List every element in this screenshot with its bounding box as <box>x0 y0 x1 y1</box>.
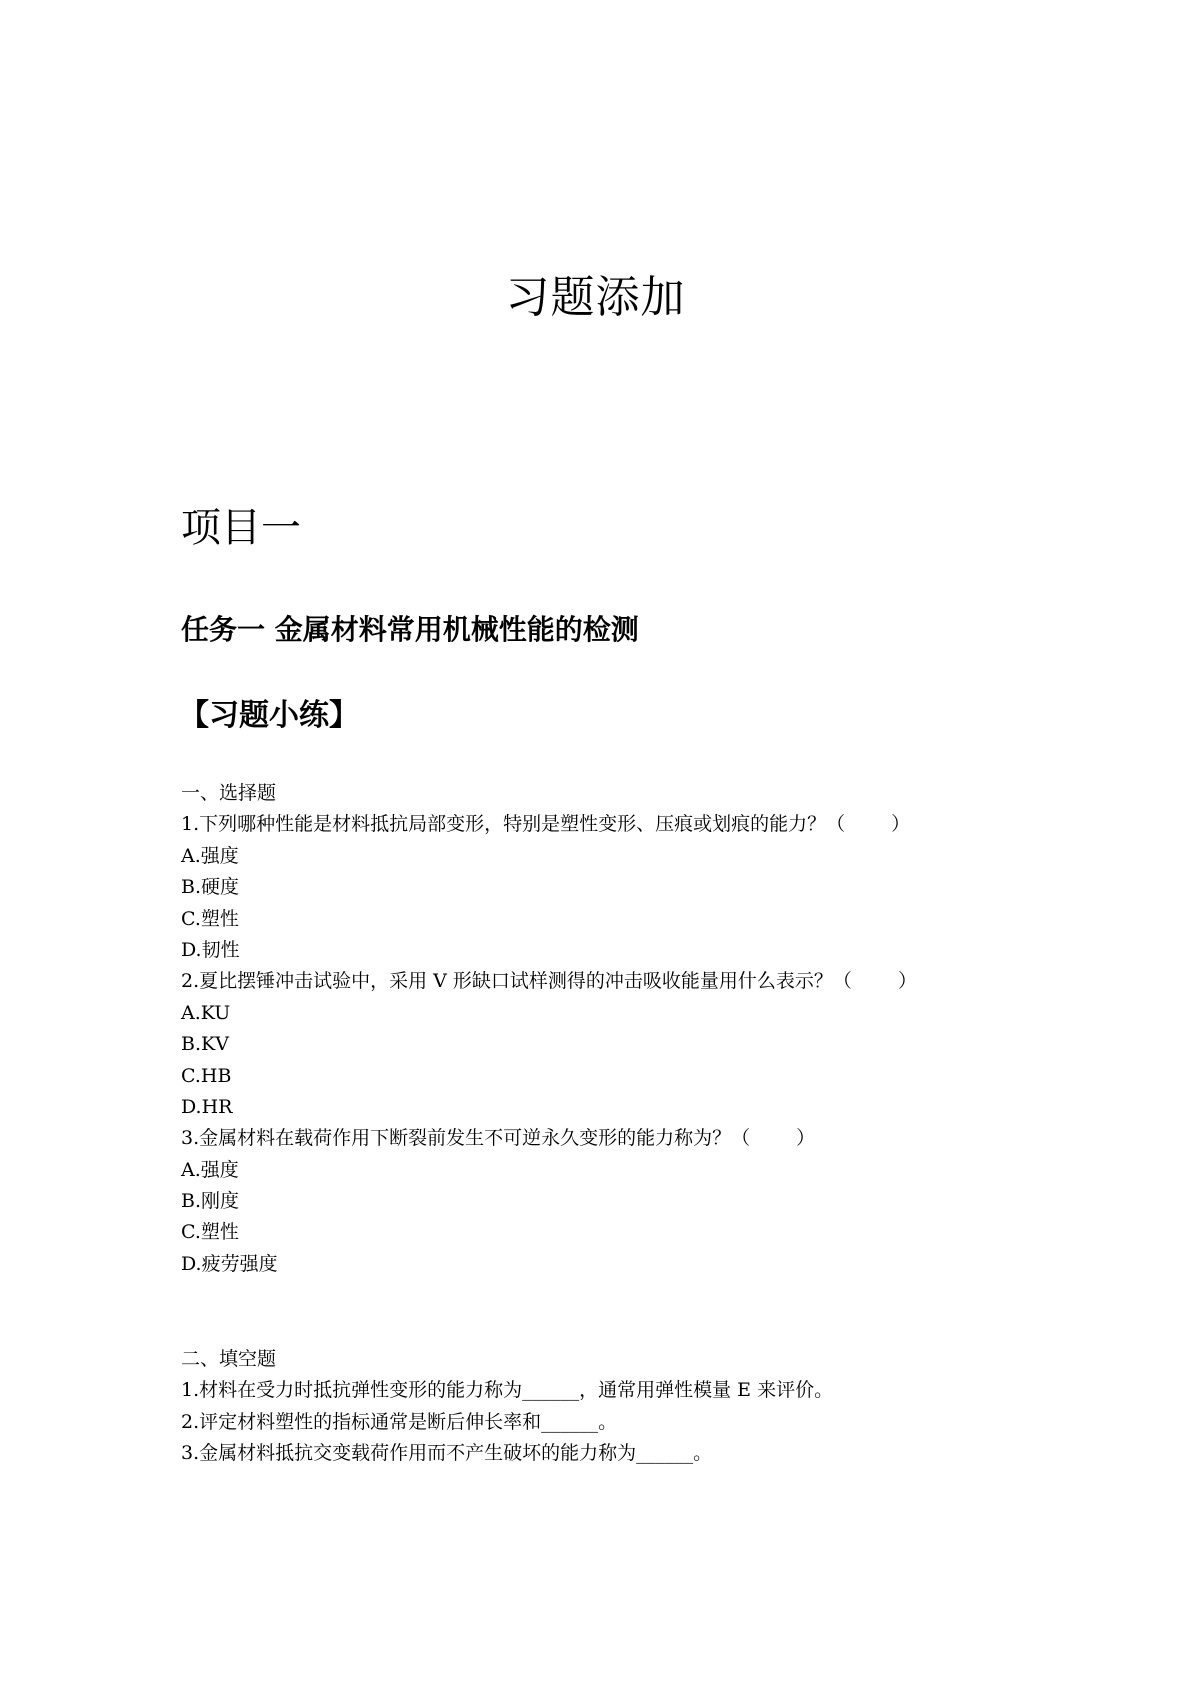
answer-option: B.刚度 <box>181 1190 240 1213</box>
section-heading: 一、选择题 <box>181 782 277 804</box>
answer-option: D.HR <box>181 1095 233 1118</box>
answer-option: C.塑性 <box>181 1221 239 1244</box>
answer-option: A.KU <box>181 1001 231 1024</box>
page-title: 习题添加 <box>505 272 686 323</box>
answer-option: D.韧性 <box>181 938 240 961</box>
question-stem: 3.金属材料在载荷作用下断裂前发生不可逆永久变形的能力称为？（ ） <box>181 1127 816 1150</box>
answer-option: A.强度 <box>181 1158 239 1181</box>
practice-heading: 【习题小练】 <box>179 698 359 733</box>
project-heading: 项目一 <box>181 505 301 551</box>
question-stem: 1.下列哪种性能是材料抵抗局部变形，特别是塑性变形、压痕或划痕的能力？（ ） <box>181 813 911 836</box>
answer-option: D.疲劳强度 <box>181 1252 278 1275</box>
fill-question: 1.材料在受力时抵抗弹性变形的能力称为______，通常用弹性模量 E 来评价。 <box>181 1379 834 1402</box>
answer-option: B.KV <box>181 1033 229 1056</box>
fill-question: 3.金属材料抵抗交变载荷作用而不产生破坏的能力称为______。 <box>181 1442 713 1465</box>
answer-option: C.HB <box>181 1064 232 1087</box>
fill-question: 2.评定材料塑性的指标通常是断后伸长率和______。 <box>181 1410 618 1433</box>
choice-section <box>181 778 917 1280</box>
answer-option: C.塑性 <box>181 907 239 930</box>
answer-option: B.硬度 <box>181 876 240 899</box>
answer-option: A.强度 <box>181 844 239 867</box>
fill-section <box>181 1344 833 1470</box>
section-heading: 二、填空题 <box>181 1348 277 1370</box>
question-stem: 2.夏比摆锤冲击试验中，采用 V 形缺口试样测得的冲击吸收能量用什么表示？（ ） <box>181 970 917 993</box>
task-heading: 任务一 金属材料常用机械性能的检测 <box>181 613 639 646</box>
